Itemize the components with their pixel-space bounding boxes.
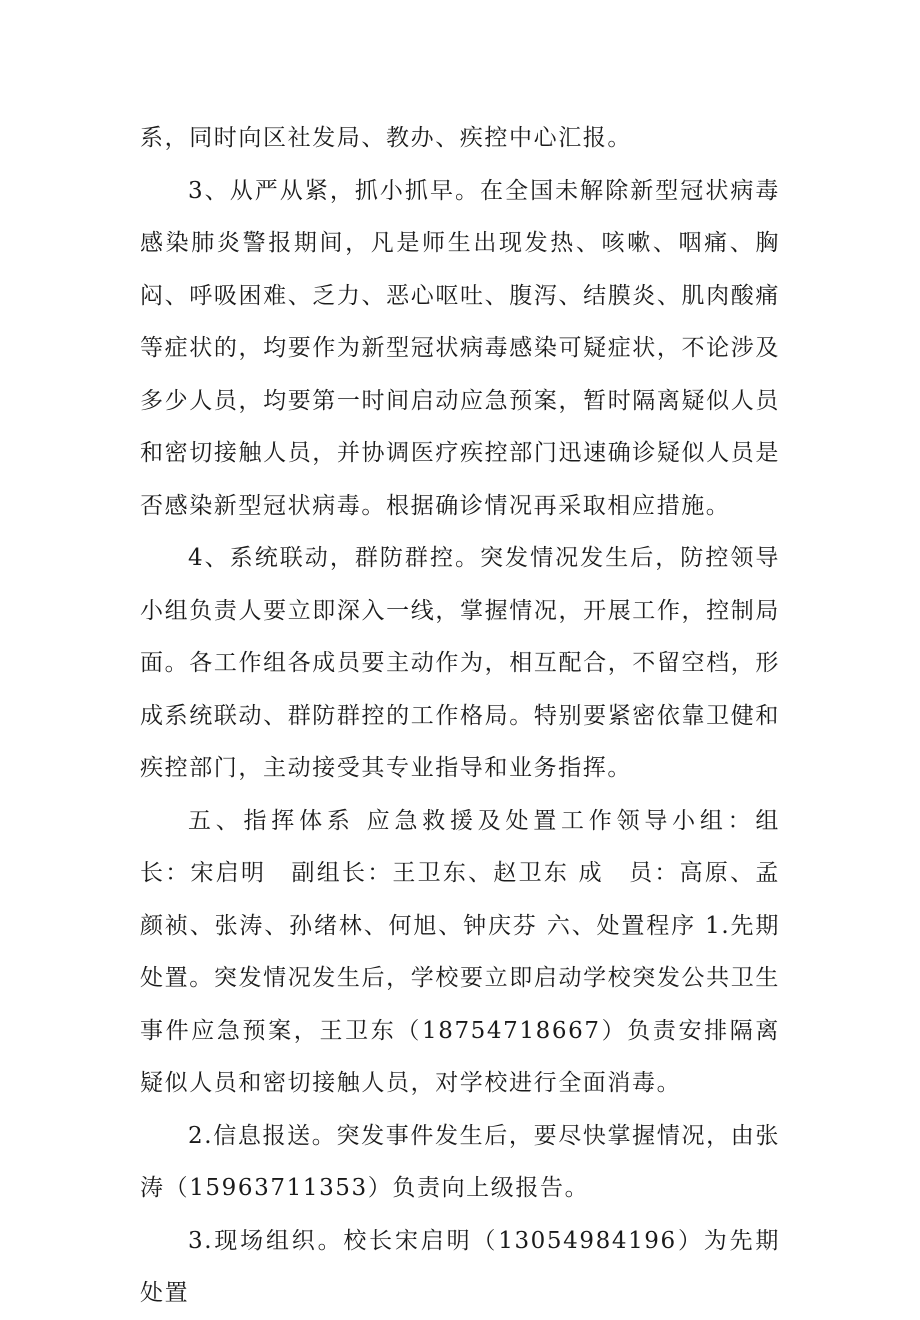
paragraph-item-4: 4、系统联动，群防群控。突发情况发生后，防控领导小组负责人要立即深入一线，掌握情况，开展工作，控制局面。各工作组各成员要主动作为，相互配合，不留空档，形成系统联动、群防群控的工作格局。特别要紧密依靠卫健和疾控部门，主动接受其专业指导和业务指挥。 <box>140 545 780 781</box>
document-body <box>140 112 805 1320</box>
paragraph-info-reporting: 2.信息报送。突发事件发生后，要尽快掌握情况，由张涛（15963711353）负责向上级报告。 <box>140 1122 780 1201</box>
paragraph-item-3: 3、从严从紧，抓小抓早。在全国未解除新型冠状病毒感染肺炎警报期间，凡是师生出现发热、咳嗽、咽痛、胸闷、呼吸困难、乏力、恶心呕吐、腹泻、结膜炎、肌肉酸痛等症状的，均要作为新型冠状病毒感染可疑症状，不论涉及多少人员，均要第一时间启动应急预案，暂时隔离疑似人员和密切接触人员，并协调医疗疾控部门迅速确诊疑似人员是否感染新型冠状病毒。根据确诊情况再采取相应措施。 <box>140 177 780 519</box>
paragraph-site-organization: 3.现场组织。校长宋启明（13054984196）为先期处置 <box>140 1227 780 1306</box>
paragraph-section-5-command-system: 五、指挥体系 应急救援及处置工作领导小组：组 长：宋启明 副组长：王卫东、赵卫东 成 员：高原、孟颜祯、张涛、孙绪林、何旭、钟庆芬 六、处置程序 1.先期处置。突发情况发生后，学校要立即启动学校突发公共卫生事件应急预案，王卫东（18754718667）负责安排隔离疑似人员和密切接触人员，对学校进行全面消毒。 <box>140 807 805 1096</box>
paragraph-continuation: 系，同时向区社发局、教办、疾控中心汇报。 <box>140 125 632 151</box>
